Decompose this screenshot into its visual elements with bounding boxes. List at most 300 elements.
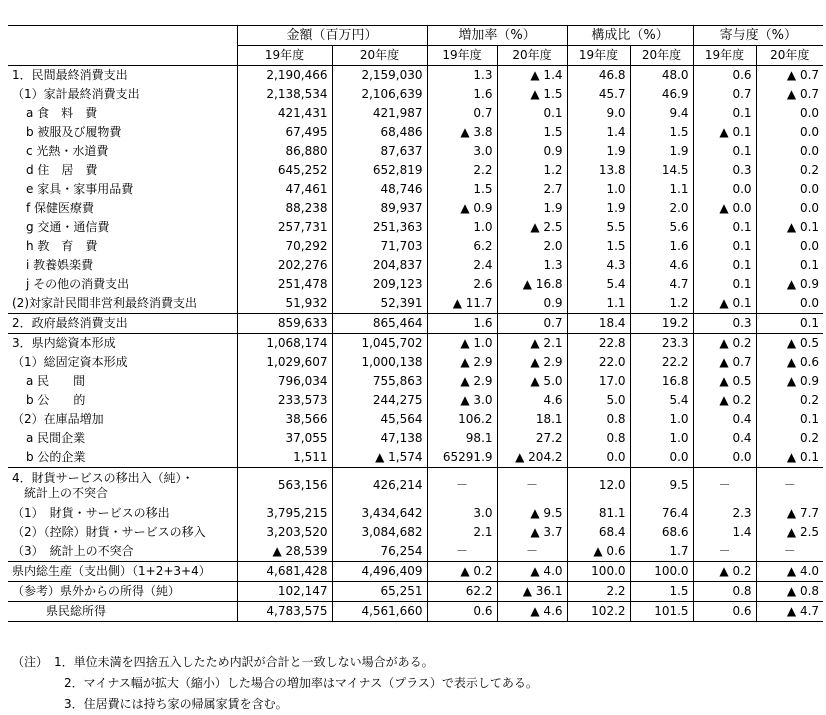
table-cell: 2,106,639 — [332, 85, 427, 104]
row-label-text: 3．県内総資本形成 — [12, 336, 116, 350]
table-cell: － — [756, 542, 823, 562]
table-cell: 2,138,534 — [237, 85, 332, 104]
table-cell: 47,461 — [237, 180, 332, 199]
table-row — [8, 523, 823, 542]
row-label-text: b 公的企業 — [26, 450, 86, 464]
table-cell: 62.2 — [427, 581, 497, 601]
table-cell: 0.7 — [693, 85, 756, 104]
row-label-text: 1．民間最終消費支出 — [12, 68, 128, 82]
table-cell: 421,431 — [237, 104, 332, 123]
table-row — [8, 256, 823, 275]
table-cell: 859,633 — [237, 314, 332, 334]
table-cell: ▲ 3.7 — [497, 523, 567, 542]
table-cell: 865,464 — [332, 314, 427, 334]
table-cell: ▲ 1,574 — [332, 448, 427, 468]
table-cell: 6.2 — [427, 237, 497, 256]
table-cell: 46.9 — [630, 85, 693, 104]
table-cell: 0.7 — [497, 314, 567, 334]
table-cell: ▲ 3.0 — [427, 391, 497, 410]
table-cell: 2.1 — [427, 523, 497, 542]
table-cell: － — [427, 542, 497, 562]
row-label — [8, 275, 237, 294]
table-cell: 645,252 — [237, 161, 332, 180]
row-label — [8, 199, 237, 218]
table-cell: ▲ 0.5 — [693, 372, 756, 391]
table-row — [8, 314, 823, 334]
table-row — [8, 429, 823, 448]
table-cell: 202,276 — [237, 256, 332, 275]
table-cell: 5.5 — [567, 218, 630, 237]
table-cell: 1,000,138 — [332, 353, 427, 372]
table-cell: 2,190,466 — [237, 66, 332, 86]
row-label-text: j その他の消費支出 — [26, 277, 130, 291]
table-cell: 1.2 — [630, 294, 693, 314]
table-cell: ▲ 1.5 — [497, 85, 567, 104]
table-cell: ▲ 28,539 — [237, 542, 332, 562]
row-label — [8, 391, 237, 410]
table-cell: ▲ 0.1 — [693, 123, 756, 142]
table-cell: ▲ 2.9 — [427, 353, 497, 372]
table-cell: ▲ 1.4 — [497, 66, 567, 86]
row-label-text: （1）総固定資本形成 — [12, 355, 128, 369]
table-cell: 3,203,520 — [237, 523, 332, 542]
note-2: 2．マイナス幅が拡大（縮小）した場合の増加率はマイナス（プラス）で表示してある。 — [64, 676, 538, 690]
table-cell: 14.5 — [630, 161, 693, 180]
notes — [12, 652, 538, 715]
table-cell: 1,045,702 — [332, 334, 427, 354]
row-label — [8, 66, 237, 86]
table-cell: 0.2 — [756, 161, 823, 180]
table-cell: 17.0 — [567, 372, 630, 391]
table-row — [8, 123, 823, 142]
table-cell: 5.4 — [567, 275, 630, 294]
table-cell: ▲ 3.8 — [427, 123, 497, 142]
table-cell: 2.0 — [497, 237, 567, 256]
table-cell: － — [497, 542, 567, 562]
table-cell: － — [756, 468, 823, 504]
table-cell: ▲ 2.5 — [497, 218, 567, 237]
table-cell: 0.7 — [427, 104, 497, 123]
table-cell: 46.8 — [567, 66, 630, 86]
table-cell: 0.8 — [693, 581, 756, 601]
table-cell: ▲ 4.6 — [497, 601, 567, 621]
table-cell: 1.6 — [427, 85, 497, 104]
row-label-text: （1） 財貨・サービスの移出 — [12, 505, 170, 520]
table-cell: ▲ 11.7 — [427, 294, 497, 314]
table-cell: 1,068,174 — [237, 334, 332, 354]
table-cell: 1.5 — [427, 180, 497, 199]
row-label — [8, 448, 237, 468]
table-cell: 52,391 — [332, 294, 427, 314]
row-label-text: （2）在庫品増加 — [12, 412, 104, 426]
table-cell: 1,029,607 — [237, 353, 332, 372]
row-label-text: 4．財貨サービスの移出入（純）・ — [12, 470, 194, 485]
table-cell: 0.2 — [756, 391, 823, 410]
table-cell: ▲ 7.7 — [756, 504, 823, 523]
table-cell: ▲ 2.9 — [427, 372, 497, 391]
row-label — [8, 256, 237, 275]
table-cell: 101.5 — [630, 601, 693, 621]
table-cell: 87,637 — [332, 142, 427, 161]
table-cell: 1.0 — [630, 429, 693, 448]
table-cell: ▲ 0.5 — [756, 334, 823, 354]
table-cell: 18.4 — [567, 314, 630, 334]
table-cell: ▲ 0.9 — [756, 275, 823, 294]
table-cell: ▲ 0.2 — [693, 561, 756, 581]
row-label-text: 2．政府最終消費支出 — [12, 316, 128, 330]
table-cell: 0.0 — [693, 180, 756, 199]
table-cell: 3,084,682 — [332, 523, 427, 542]
row-label — [8, 504, 237, 523]
row-label-text: e 家具・家事用品費 — [26, 182, 134, 196]
table-row — [8, 142, 823, 161]
year-header: 19年度 — [237, 46, 332, 66]
table-row — [8, 218, 823, 237]
table-cell: 1.9 — [630, 142, 693, 161]
table-cell: 0.4 — [693, 429, 756, 448]
table-cell: 2.2 — [427, 161, 497, 180]
header-amount: 金額（百万円） — [237, 26, 427, 46]
table-cell: 1.7 — [630, 542, 693, 562]
table-cell: 1.6 — [630, 237, 693, 256]
row-label — [8, 372, 237, 391]
table-row — [8, 468, 823, 504]
table-cell: 81.1 — [567, 504, 630, 523]
table-cell: 1.4 — [693, 523, 756, 542]
table-cell: 4,496,409 — [332, 561, 427, 581]
table-row — [8, 581, 823, 601]
table-cell: ▲ 0.6 — [567, 542, 630, 562]
row-label-text: d 住 居 費 — [26, 163, 98, 177]
table-row — [8, 391, 823, 410]
table-cell: 4.6 — [630, 256, 693, 275]
table-cell: 67,495 — [237, 123, 332, 142]
row-label — [8, 142, 237, 161]
row-label — [8, 218, 237, 237]
table-cell: 1,511 — [237, 448, 332, 468]
table-cell: ▲ 4.0 — [756, 561, 823, 581]
table-cell: 1.1 — [630, 180, 693, 199]
table-cell: 4.6 — [497, 391, 567, 410]
table-cell: ▲ 0.0 — [693, 199, 756, 218]
table-cell: 5.0 — [567, 391, 630, 410]
table-cell: 68,486 — [332, 123, 427, 142]
table-cell: 2.4 — [427, 256, 497, 275]
table-cell: ▲ 0.9 — [427, 199, 497, 218]
row-label — [8, 314, 237, 334]
table-cell: 0.1 — [693, 275, 756, 294]
row-label-text: （3） 統計上の不突合 — [12, 543, 134, 558]
table-cell: 257,731 — [237, 218, 332, 237]
table-cell: 0.0 — [630, 448, 693, 468]
table-cell: 1.9 — [567, 142, 630, 161]
row-label — [8, 237, 237, 256]
table-cell: 48,746 — [332, 180, 427, 199]
table-cell: 244,275 — [332, 391, 427, 410]
table-cell: 27.2 — [497, 429, 567, 448]
table-cell: ▲ 0.7 — [756, 66, 823, 86]
row-label-text-line2: 統計上の不突合 — [12, 485, 109, 500]
row-label-text: b 公 的 — [26, 393, 86, 407]
table-cell: 0.6 — [427, 601, 497, 621]
table-cell: ▲ 0.8 — [756, 581, 823, 601]
table-cell: 0.6 — [693, 601, 756, 621]
table-cell: 4.7 — [630, 275, 693, 294]
table-cell: 1.2 — [497, 161, 567, 180]
table-cell: ▲ 2.5 — [756, 523, 823, 542]
table-row — [8, 237, 823, 256]
year-header: 20年度 — [756, 46, 823, 66]
table-cell: 22.2 — [630, 353, 693, 372]
row-label — [8, 85, 237, 104]
header-share: 構成比（%） — [567, 26, 693, 46]
row-label — [8, 161, 237, 180]
table-row — [8, 104, 823, 123]
table-cell: ▲ 16.8 — [497, 275, 567, 294]
row-label-text: c 光熱・水道費 — [26, 144, 109, 158]
table-cell: 65291.9 — [427, 448, 497, 468]
table-cell: 0.3 — [693, 161, 756, 180]
table-cell: 102.2 — [567, 601, 630, 621]
table-cell: 0.8 — [567, 410, 630, 429]
table-cell: 0.1 — [693, 104, 756, 123]
row-label-text: 県民総所得 — [46, 603, 107, 618]
row-label — [8, 601, 237, 621]
table-cell: 2.6 — [427, 275, 497, 294]
table-cell: 76.4 — [630, 504, 693, 523]
table-cell: ▲ 0.2 — [693, 334, 756, 354]
table-cell: 0.0 — [756, 294, 823, 314]
table-row — [8, 601, 823, 621]
table-cell: 45.7 — [567, 85, 630, 104]
table-cell: 0.1 — [693, 256, 756, 275]
year-header: 19年度 — [693, 46, 756, 66]
table-cell: 23.3 — [630, 334, 693, 354]
table-cell: ▲ 2.9 — [497, 353, 567, 372]
row-label-text: （2）（控除）財貨・サービスの移入 — [12, 524, 206, 539]
table-cell: 1.0 — [567, 180, 630, 199]
table-row — [8, 66, 823, 86]
table-row — [8, 275, 823, 294]
table-cell: 4,681,428 — [237, 561, 332, 581]
table-cell: 1.6 — [427, 314, 497, 334]
table-cell: 22.0 — [567, 353, 630, 372]
table-cell: 0.1 — [693, 237, 756, 256]
row-label — [8, 294, 237, 314]
table-cell: ▲ 1.0 — [427, 334, 497, 354]
table-cell: 1.4 — [567, 123, 630, 142]
note-1: （注） 1．単位未満を四捨五入したため内訳が合計と一致しない場合がある。 — [12, 655, 434, 669]
table-cell: 0.0 — [756, 123, 823, 142]
table-row — [8, 334, 823, 354]
table-cell: 0.2 — [756, 429, 823, 448]
row-label — [8, 123, 237, 142]
table-cell: ▲ 0.2 — [693, 391, 756, 410]
table-cell: － — [427, 468, 497, 504]
year-header: 20年度 — [332, 46, 427, 66]
table-cell: 13.8 — [567, 161, 630, 180]
row-label-text: (2)対家計民間非営利最終消費支出 — [12, 296, 197, 310]
table-cell: 1.9 — [567, 199, 630, 218]
table-cell: 1.5 — [497, 123, 567, 142]
table-cell: 204,837 — [332, 256, 427, 275]
row-label-text: a 民間企業 — [26, 431, 86, 445]
table-cell: 0.9 — [497, 142, 567, 161]
table-cell: 0.0 — [756, 199, 823, 218]
table-cell: 652,819 — [332, 161, 427, 180]
table-row — [8, 85, 823, 104]
table-cell: 3,795,215 — [237, 504, 332, 523]
row-label — [8, 523, 237, 542]
table-cell: ▲ 2.1 — [497, 334, 567, 354]
table-cell: 0.4 — [693, 410, 756, 429]
table-cell: 1.0 — [630, 410, 693, 429]
table-cell: 1.5 — [630, 123, 693, 142]
table-cell: 251,363 — [332, 218, 427, 237]
table-cell: 106.2 — [427, 410, 497, 429]
table-cell: ▲ 0.6 — [756, 353, 823, 372]
table-cell: ▲ 0.1 — [756, 448, 823, 468]
table-cell: 3.0 — [427, 504, 497, 523]
table-cell: 755,863 — [332, 372, 427, 391]
table-cell: 1.5 — [630, 581, 693, 601]
table-row — [8, 199, 823, 218]
table-cell: 0.1 — [756, 256, 823, 275]
table-cell: ▲ 0.7 — [693, 353, 756, 372]
year-header: 20年度 — [630, 46, 693, 66]
row-label-text: h 教 育 費 — [26, 239, 98, 253]
table-cell: 421,987 — [332, 104, 427, 123]
table-cell: 0.0 — [756, 237, 823, 256]
table-cell: 0.0 — [693, 448, 756, 468]
table-cell: 88,238 — [237, 199, 332, 218]
table-cell: 18.1 — [497, 410, 567, 429]
table-cell: 2.3 — [693, 504, 756, 523]
table-cell: 51,932 — [237, 294, 332, 314]
table-cell: 71,703 — [332, 237, 427, 256]
table-cell: 9.0 — [567, 104, 630, 123]
table-cell: 9.5 — [630, 468, 693, 504]
table-cell: 4.3 — [567, 256, 630, 275]
table-cell: 1.0 — [427, 218, 497, 237]
table-cell: 9.4 — [630, 104, 693, 123]
table-row — [8, 410, 823, 429]
header-growth: 増加率（%） — [427, 26, 567, 46]
table-cell: ▲ 0.2 — [427, 561, 497, 581]
table-cell: 1.9 — [497, 199, 567, 218]
table-cell: 100.0 — [630, 561, 693, 581]
row-label-text: a 食 料 費 — [26, 106, 98, 120]
header-blank — [8, 26, 237, 66]
table-cell: 0.3 — [693, 314, 756, 334]
row-label-text: i 教養娯楽費 — [26, 258, 94, 272]
table-cell: ▲ 5.0 — [497, 372, 567, 391]
table-cell: 12.0 — [567, 468, 630, 504]
table-cell: ▲ 4.0 — [497, 561, 567, 581]
table-cell: ▲ 0.7 — [756, 85, 823, 104]
table-cell: ▲ 4.7 — [756, 601, 823, 621]
table-cell: ▲ 0.1 — [693, 294, 756, 314]
row-label — [8, 410, 237, 429]
table-cell: ▲ 0.9 — [756, 372, 823, 391]
table-cell: － — [693, 468, 756, 504]
table-cell: 3,434,642 — [332, 504, 427, 523]
table-cell: 102,147 — [237, 581, 332, 601]
row-label-text: a 民 間 — [26, 374, 86, 388]
table-cell: 100.0 — [567, 561, 630, 581]
table-cell: 86,880 — [237, 142, 332, 161]
table-row — [8, 294, 823, 314]
table-cell: 98.1 — [427, 429, 497, 448]
row-label-text: g 交通・通信費 — [26, 220, 110, 234]
header-contribution: 寄与度（%） — [693, 26, 823, 46]
table-cell: 426,214 — [332, 468, 427, 504]
row-label — [8, 561, 237, 581]
table-cell: － — [497, 468, 567, 504]
table-cell: 2.0 — [630, 199, 693, 218]
year-header: 19年度 — [427, 46, 497, 66]
table-cell: 0.0 — [756, 142, 823, 161]
table-row — [8, 504, 823, 523]
note-3: 3．住居費には持ち家の帰属家賃を含む。 — [64, 697, 288, 711]
table-cell: 0.1 — [693, 218, 756, 237]
row-label-text: f 保健医療費 — [26, 201, 95, 215]
row-label-text: （1）家計最終消費支出 — [12, 87, 140, 101]
table-cell: 0.6 — [693, 66, 756, 86]
table-cell: 47,138 — [332, 429, 427, 448]
table-cell: ▲ 36.1 — [497, 581, 567, 601]
table-cell: 48.0 — [630, 66, 693, 86]
table-row — [8, 561, 823, 581]
table-row — [8, 542, 823, 562]
table-cell: 0.1 — [756, 410, 823, 429]
table-cell: 209,123 — [332, 275, 427, 294]
table-cell: 4,561,660 — [332, 601, 427, 621]
row-label — [8, 581, 237, 601]
table-row — [8, 448, 823, 468]
table-cell: ▲ 9.5 — [497, 504, 567, 523]
gdp-expenditure-table — [8, 25, 823, 622]
row-label — [8, 429, 237, 448]
table-cell: － — [693, 542, 756, 562]
table-row — [8, 353, 823, 372]
table-cell: 76,254 — [332, 542, 427, 562]
table-row — [8, 161, 823, 180]
row-label — [8, 468, 237, 504]
table-cell: 2.2 — [567, 581, 630, 601]
table-cell: 22.8 — [567, 334, 630, 354]
row-label-text: （参考）県外からの所得（純） — [12, 583, 181, 598]
row-label — [8, 180, 237, 199]
table-cell: 2,159,030 — [332, 66, 427, 86]
table-cell: 38,566 — [237, 410, 332, 429]
row-label — [8, 353, 237, 372]
table-cell: 0.0 — [756, 104, 823, 123]
table-cell: 4,783,575 — [237, 601, 332, 621]
row-label — [8, 104, 237, 123]
table-row — [8, 372, 823, 391]
table-cell: 70,292 — [237, 237, 332, 256]
row-label-text: b 被服及び履物費 — [26, 125, 122, 139]
table-cell: 45,564 — [332, 410, 427, 429]
table-cell: 1.3 — [427, 66, 497, 86]
table-cell: 233,573 — [237, 391, 332, 410]
table-cell: 563,156 — [237, 468, 332, 504]
row-label — [8, 542, 237, 562]
table-cell: 0.0 — [756, 180, 823, 199]
table-cell: ▲ 0.1 — [756, 218, 823, 237]
table-cell: ▲ 204.2 — [497, 448, 567, 468]
